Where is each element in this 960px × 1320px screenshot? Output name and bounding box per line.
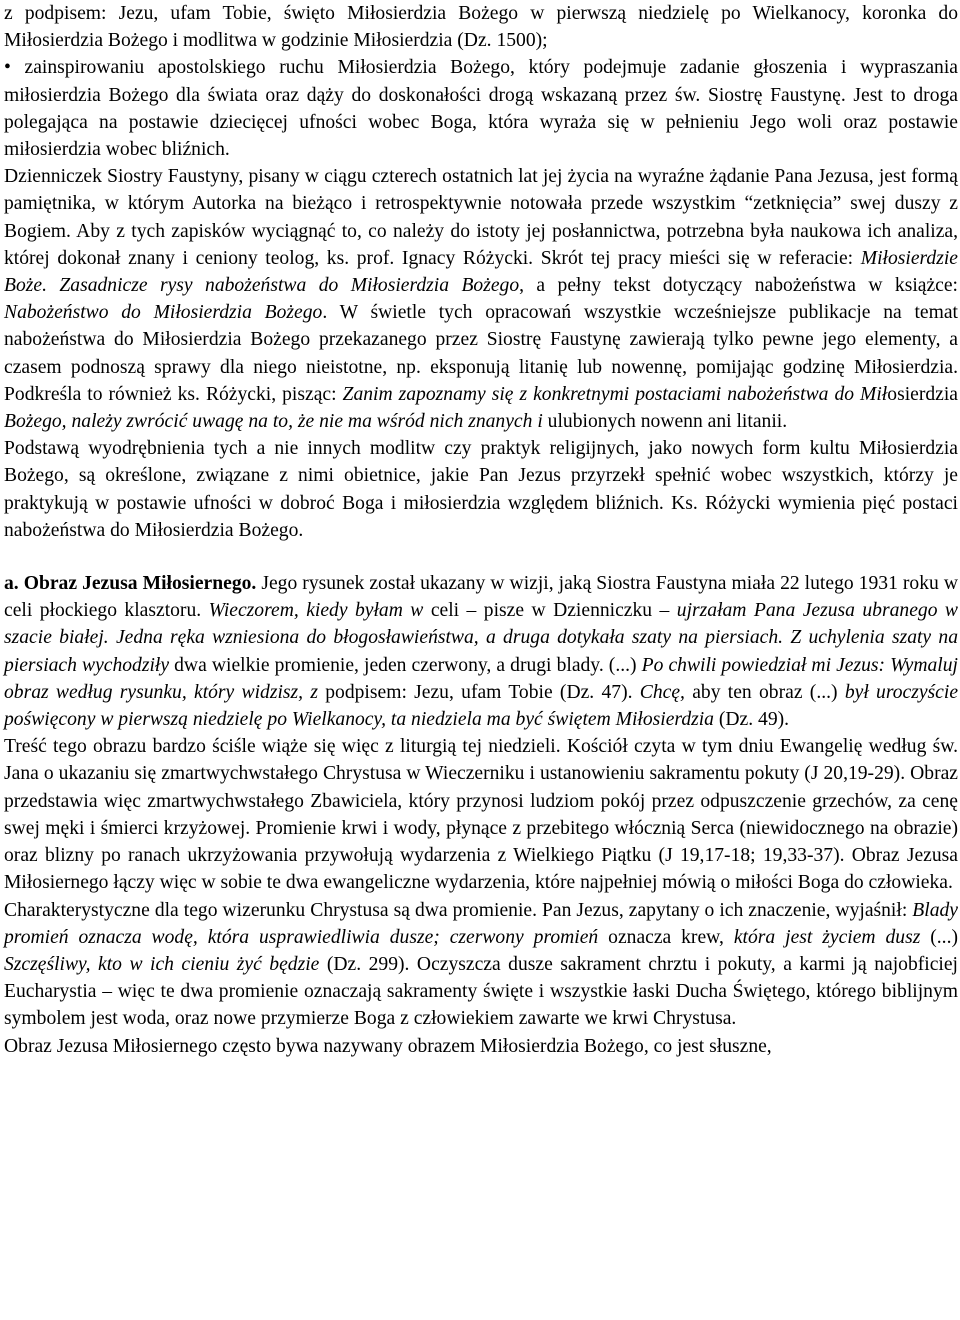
text-run: Obraz Jezusa Miłosiernego często bywa nazywany obrazem Miłosierdzia Bożego, co jest słuszne, xyxy=(4,1035,772,1057)
text-run: dwa wielkie promienie, jeden czerwony, a drugi blady. (...) xyxy=(169,654,642,676)
text-run: z podpisem: Jezu, ufam Tobie, święto Miłosierdzia Bożego w pierwszą niedzielę po Wielkanocy, koronka do Miłosierdzia Bożego i modlitwa w godzinie Miłosierdzia (Dz. 1500); xyxy=(4,3,958,52)
italic-quote: Bożego, należy zwrócić uwagę na to, że nie ma wśród nich znanych i xyxy=(4,411,543,433)
text-run: celi – pisze w Dzienniczku – xyxy=(423,600,677,622)
paragraph-forms xyxy=(4,435,958,544)
paragraph-rays xyxy=(4,897,958,1033)
paragraph-final xyxy=(4,1033,958,1060)
text-run: , a pełny tekst dotyczący nabożeństwa w książce: xyxy=(519,275,958,297)
text-run: (Dz. 299). Oczyszcza dusze sakrament chrztu i pokuty, a karmi ją najobficiej Eucharystia – więc te dwa promienie oznaczają sakramenty święte i wszystkie łaski Ducha Świętego, którego biblijnym symbolem jest woda, oraz nowe przymierze Boga z człowiekiem zawarte we krwi Chrystusa. xyxy=(4,953,958,1030)
italic-quote: Po chwili powiedział mi Jezus: Wymaluj obraz według rysunku, który widzisz, z xyxy=(4,654,958,703)
text-run: (Dz. 49). xyxy=(713,709,790,731)
text-run: Podstawą wyodrębnienia tych a nie innych modlitw czy praktyk religijnych, jako nowych form kultu Miłosierdzia Bożego, są określone, związane z nimi obietnice, jakie Pan Jezus przyrzekł spełnić wobec wszystkich, którzy je praktykują w postawie ufności w dobroć Boga i miłosierdzia względem bliźnich. Ks. Różycki wymienia pięć postaci nabożeństwa do Miłosierdzia Bożego. xyxy=(4,438,958,541)
text-run: aby ten obraz (...) xyxy=(684,681,845,703)
bullet-paragraph xyxy=(4,54,958,163)
italic-quote: Chcę, xyxy=(639,681,685,703)
text-run: ulubionych nowenn ani litanii. xyxy=(542,411,788,433)
text-run: Jego rysunek został ukazany w wizji, jaką Siostra Faustyna miała 22 lutego 1931 roku w celi płockiego klasztoru. xyxy=(4,573,958,622)
text-run: Dzienniczek Siostry Faustyny, pisany w ciągu czterech ostatnich lat jej życia na wyraźne żądanie Pana Jezusa, jest formą pamiętnika, w którym Autorka na bieżąco i retrospektywnie notowała przede wszystkim “zetknięcia” swej duszy z Bogiem. Aby z tych zapisków wyciągnąć to, co należy do istoty jej posłannictwa, potrzebna była naukowa ich analiza, której dokonał znany i ceniony teolog, ks. prof. Ignacy Różycki. Skrót tej pracy mieści się w referacie: xyxy=(4,166,958,269)
paragraph-dzienniczek xyxy=(4,163,958,435)
italic-quote: Szczęśliwy, kto w ich cieniu żyć będzie xyxy=(4,953,320,975)
paragraph-continuation xyxy=(4,0,958,54)
italic-title: Miłosierdzie Boże. Zasadnicze rysy nabożeństwa do Miłosierdzia Bożego xyxy=(4,247,958,297)
italic-quote: Blady promień oznacza wodę, która usprawiedliwia dusze; czerwony promień xyxy=(4,899,958,948)
text-run: Treść tego obrazu bardzo ściśle wiąże się więc z liturgią tej niedzieli. Kościół czyta w tym dniu Ewangelię według św. Jana o ukazaniu się zmartwychwstałego Chrystusa w Wieczerniku i ustanowieniu sakramentu pokuty (J 20,19-29). Obraz przedstawia więc zmartwychwstałego Zbawiciela, który przynosi ludziom pokój przez odpuszczenie grzechów, za cenę swej męki i śmierci krzyżowej. Promienie krwi i wody, płynące z przebitego włócznią Serca (niewidocznego na obrazie) oraz blizny po ranach ukrzyżowania przywołują wydarzenia z Wielkiego Piątku (J 19,17-18; 19,33-37). Obraz Jezusa Miłosiernego łączy więc w sobie te dwa ewangeliczne wydarzenia, które najpełniej mówią o miłości Boga do człowieka. xyxy=(4,736,958,894)
text-run: . W świetle tych opracowań wszystkie wcześniejsze publikacje na temat nabożeństwa do Miłosierdzia Bożego przekazanego przez Siostrę Faustynę zawierają tylko pewne jego elementy, a czasem podnoszą sprawy dla niego nieistotne, np. eksponują litanię lub nowennę, pomijając godzinę Miłosierdzia. Podkreśla to również ks. Różycki, pisząc: xyxy=(4,302,958,405)
paragraph-liturgy xyxy=(4,733,958,896)
italic-quote: ujrzałam Pana Jezusa ubranego w szacie białej. Jedna ręka wzniesiona do błogosławieństwa, a druga dotykała szaty na piersiach. Z uchylenia szaty na piersiach wychodziły xyxy=(4,600,959,676)
text-run: Charakterystyczne dla tego wizerunku Chrystusa są dwa promienie. Pan Jezus, zapytany o ich znaczenie, wyjaśnił: xyxy=(4,899,913,921)
section-heading: a. Obraz Jezusa Miłosiernego. xyxy=(4,573,257,595)
italic-title: Nabożeństwo do Miłosierdzia Bożego xyxy=(4,302,323,324)
text-run: podpisem: Jezu, ufam Tobie (Dz. 47). xyxy=(317,681,640,703)
text-run: oznacza krew, xyxy=(598,926,734,948)
text-run: osierdzia xyxy=(887,383,958,405)
italic-quote: która jest życiem dusz xyxy=(733,926,921,948)
text-run: (...) xyxy=(920,926,958,948)
paragraph-gap xyxy=(4,544,958,570)
italic-quote: Zanim zapoznamy się z konkretnymi postaciami nabożeństwa do Mił xyxy=(342,383,888,405)
italic-quote: był uroczyście poświęcony w pierwszą niedzielę po Wielkanocy, ta niedziela ma być świętem Miłosierdzia xyxy=(4,681,959,731)
italic-quote: Wieczorem, kiedy byłam w xyxy=(208,600,424,622)
text-run: • zainspirowaniu apostolskiego ruchu Miłosierdzia Bożego, który podejmuje zadanie głoszenia i wypraszania miłosierdzia Bożego dla świata oraz dąży do doskonałości drogą wskazaną przez św. Siostrę Faustynę. Jest to droga polegająca na postawie dziecięcej ufności wobec Boga, która wyraża się w pełnieniu Jego woli oraz postawie miłosierdzia wobec bliźnich. xyxy=(4,57,958,161)
paragraph-obraz xyxy=(4,570,958,733)
